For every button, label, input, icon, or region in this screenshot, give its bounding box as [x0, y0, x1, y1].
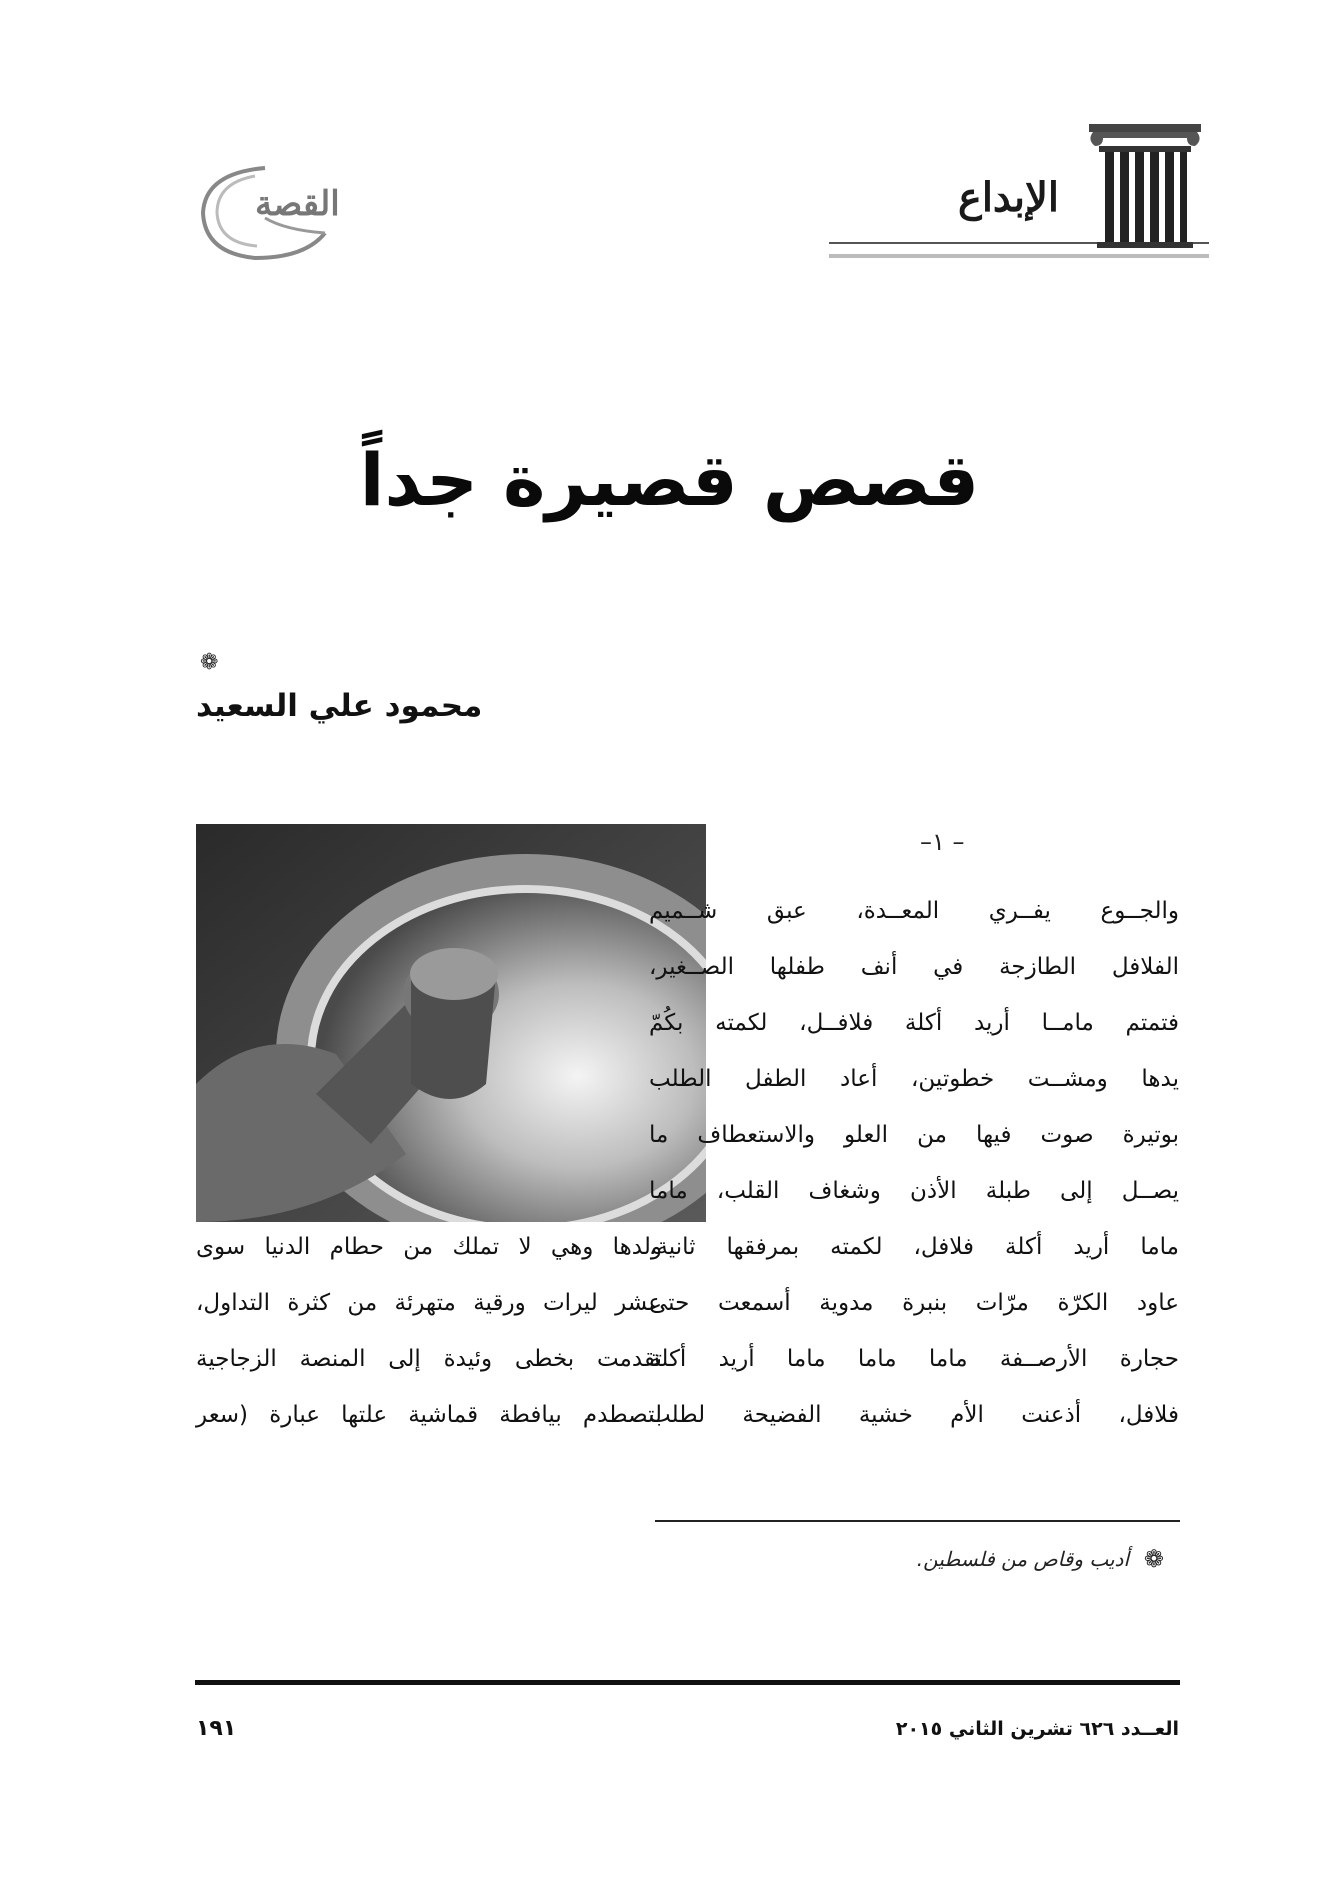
text-line: والجــوع يفــري المعــدة، عبق شــميم	[649, 898, 1179, 924]
text-line: تقدمت بخطى وئيدة إلى المنصة الزجاجية	[196, 1346, 662, 1372]
text-line: فلافل، أذعنت الأم خشية الفضيحة لطلب	[649, 1402, 1179, 1428]
author-footnote-mark: ❁	[200, 650, 219, 675]
section-label: الإبداع	[957, 174, 1059, 221]
text-line: فتمتم مامــا أريد أكلة فلافــل، لكمته بكُمّ	[649, 1010, 1179, 1036]
text-line: بوتيرة صوت فيها من العلو والاستعطاف ما	[649, 1122, 1179, 1148]
article-photo	[196, 824, 706, 1222]
text-line: يصــل إلى طبلة الأذن وشغاف القلب، ماما	[649, 1178, 1179, 1204]
section-header	[829, 118, 1209, 258]
text-line: ولدها وهي لا تملك من حطام الدنيا سوى	[196, 1234, 662, 1260]
text-line: عشر ليرات ورقية متهرئة من كثرة التداول،	[196, 1290, 662, 1316]
page-number: ١٩١	[196, 1716, 237, 1741]
text-line: الفلافل الطازجة في أنف طفلها الصــغير،	[649, 954, 1179, 980]
text-line: يدها ومشــت خطوتين، أعاد الطفل الطلب	[649, 1066, 1179, 1092]
text-line: عاود الكرّة مرّات بنبرة مدوية أسمعت حتى	[649, 1290, 1179, 1316]
text-line: ماما أريد أكلة فلافل، لكمته بمرفقها ثانية،	[649, 1234, 1179, 1260]
issue-info: العــدد ٦٢٦ تشرين الثاني ٢٠١٥	[895, 1718, 1179, 1740]
footnote-text: أديب وقاص من فلسطين.	[916, 1547, 1129, 1571]
section-number: – ١–	[920, 828, 965, 856]
text-line: حجارة الأرصــفة ماما ماما ماما أريد أكلة	[649, 1346, 1179, 1372]
magazine-logo	[195, 158, 425, 268]
author-name: محمود علي السعيد	[196, 688, 483, 724]
footer-rule	[195, 1680, 1180, 1685]
magazine-logo-text: القصة	[255, 184, 340, 224]
photo-pot-icon	[196, 824, 706, 1222]
footnote-rule	[655, 1520, 1180, 1522]
footnote-mark: ❁	[1143, 1545, 1164, 1573]
article-title: قصص قصيرة جداً	[359, 438, 980, 522]
greek-column-icon	[1085, 124, 1205, 250]
text-line: لتصطدم بيافطة قماشية علتها عبارة (سعر	[196, 1402, 662, 1428]
